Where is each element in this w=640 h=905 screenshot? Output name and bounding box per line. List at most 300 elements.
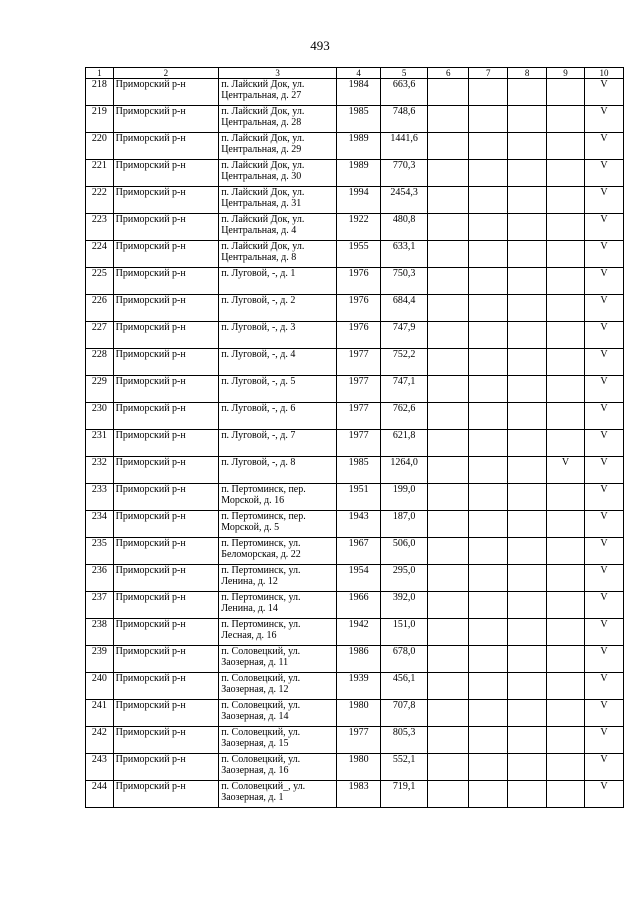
- column-number-row: [86, 68, 624, 79]
- column-6-cell: [428, 349, 469, 376]
- row-number: 218: [86, 79, 114, 106]
- area-cell: 392,0: [381, 592, 428, 619]
- column-9-cell: [547, 241, 585, 268]
- column-7-cell: [469, 646, 508, 673]
- table-row: [86, 700, 624, 727]
- district-cell: Приморский р-н: [113, 484, 219, 511]
- address-cell: п. Соловецкий, ул. Заозерная, д. 16: [219, 754, 337, 781]
- year-cell: 1985: [337, 106, 381, 133]
- table-row: [86, 538, 624, 565]
- column-10-cell: V: [585, 619, 624, 646]
- row-number: 228: [86, 349, 114, 376]
- address-cell: п. Луговой, -, д. 6: [219, 403, 337, 430]
- year-cell: 1985: [337, 457, 381, 484]
- column-10-cell: V: [585, 133, 624, 160]
- column-6-cell: [428, 457, 469, 484]
- column-7-cell: [469, 187, 508, 214]
- column-6-cell: [428, 727, 469, 754]
- district-cell: Приморский р-н: [113, 349, 219, 376]
- table-row: [86, 268, 624, 295]
- column-8-cell: [508, 511, 547, 538]
- column-6-cell: [428, 592, 469, 619]
- column-7-cell: [469, 160, 508, 187]
- row-number: 244: [86, 781, 114, 808]
- table-row: [86, 430, 624, 457]
- year-cell: 1983: [337, 781, 381, 808]
- year-cell: 1986: [337, 646, 381, 673]
- column-8-cell: [508, 538, 547, 565]
- column-9-cell: [547, 727, 585, 754]
- column-6-cell: [428, 79, 469, 106]
- address-cell: п. Соловецкий, ул. Заозерная, д. 14: [219, 700, 337, 727]
- column-7-cell: [469, 349, 508, 376]
- column-9-cell: [547, 619, 585, 646]
- year-cell: 1984: [337, 79, 381, 106]
- address-cell: п. Пертоминск, пер. Морской, д. 5: [219, 511, 337, 538]
- column-9-cell: [547, 511, 585, 538]
- column-10-cell: V: [585, 376, 624, 403]
- area-cell: 684,4: [381, 295, 428, 322]
- column-9-cell: [547, 700, 585, 727]
- column-7-cell: [469, 592, 508, 619]
- column-7-cell: [469, 565, 508, 592]
- table-row: [86, 754, 624, 781]
- district-cell: Приморский р-н: [113, 673, 219, 700]
- year-cell: 1977: [337, 376, 381, 403]
- column-6-cell: [428, 646, 469, 673]
- column-9-cell: [547, 565, 585, 592]
- column-9-cell: [547, 349, 585, 376]
- year-cell: 1966: [337, 592, 381, 619]
- column-10-cell: V: [585, 322, 624, 349]
- column-10-cell: V: [585, 241, 624, 268]
- year-cell: 1942: [337, 619, 381, 646]
- column-7-cell: [469, 268, 508, 295]
- column-8-cell: [508, 349, 547, 376]
- year-cell: 1989: [337, 133, 381, 160]
- column-8-cell: [508, 295, 547, 322]
- year-cell: 1976: [337, 268, 381, 295]
- table-row: [86, 106, 624, 133]
- district-cell: Приморский р-н: [113, 79, 219, 106]
- column-10-cell: V: [585, 430, 624, 457]
- table-row: [86, 781, 624, 808]
- area-cell: 633,1: [381, 241, 428, 268]
- column-8-cell: [508, 241, 547, 268]
- district-cell: Приморский р-н: [113, 700, 219, 727]
- area-cell: 506,0: [381, 538, 428, 565]
- column-9-cell: [547, 214, 585, 241]
- row-number: 238: [86, 619, 114, 646]
- column-6-cell: [428, 106, 469, 133]
- address-cell: п. Луговой, -, д. 1: [219, 268, 337, 295]
- column-7-cell: [469, 322, 508, 349]
- address-cell: п. Луговой, -, д. 5: [219, 376, 337, 403]
- column-9-cell: [547, 538, 585, 565]
- column-header-8: 8: [508, 68, 547, 79]
- column-7-cell: [469, 781, 508, 808]
- column-10-cell: V: [585, 754, 624, 781]
- column-7-cell: [469, 295, 508, 322]
- column-9-cell: [547, 781, 585, 808]
- column-10-cell: V: [585, 295, 624, 322]
- area-cell: 747,9: [381, 322, 428, 349]
- table-row: [86, 187, 624, 214]
- column-7-cell: [469, 133, 508, 160]
- column-10-cell: V: [585, 214, 624, 241]
- column-10-cell: V: [585, 79, 624, 106]
- column-8-cell: [508, 106, 547, 133]
- table-body: [86, 79, 624, 808]
- row-number: 243: [86, 754, 114, 781]
- column-8-cell: [508, 268, 547, 295]
- address-cell: п. Луговой, -, д. 7: [219, 430, 337, 457]
- year-cell: 1980: [337, 754, 381, 781]
- district-cell: Приморский р-н: [113, 646, 219, 673]
- address-cell: п. Пертоминск, пер. Морской, д. 16: [219, 484, 337, 511]
- column-6-cell: [428, 403, 469, 430]
- row-number: 241: [86, 700, 114, 727]
- column-8-cell: [508, 79, 547, 106]
- column-7-cell: [469, 673, 508, 700]
- column-7-cell: [469, 241, 508, 268]
- column-6-cell: [428, 376, 469, 403]
- row-number: 232: [86, 457, 114, 484]
- row-number: 237: [86, 592, 114, 619]
- column-6-cell: [428, 322, 469, 349]
- address-cell: п. Соловецкий, ул. Заозерная, д. 11: [219, 646, 337, 673]
- column-10-cell: V: [585, 781, 624, 808]
- column-7-cell: [469, 727, 508, 754]
- address-cell: п. Лайский Док, ул. Центральная, д. 8: [219, 241, 337, 268]
- column-10-cell: V: [585, 403, 624, 430]
- area-cell: 748,6: [381, 106, 428, 133]
- column-8-cell: [508, 700, 547, 727]
- column-6-cell: [428, 565, 469, 592]
- column-header-10: 10: [585, 68, 624, 79]
- column-10-cell: V: [585, 457, 624, 484]
- column-8-cell: [508, 484, 547, 511]
- area-cell: 621,8: [381, 430, 428, 457]
- address-cell: п. Луговой, -, д. 8: [219, 457, 337, 484]
- column-10-cell: V: [585, 538, 624, 565]
- address-cell: п. Луговой, -, д. 2: [219, 295, 337, 322]
- area-cell: 707,8: [381, 700, 428, 727]
- district-cell: Приморский р-н: [113, 268, 219, 295]
- column-8-cell: [508, 376, 547, 403]
- district-cell: Приморский р-н: [113, 133, 219, 160]
- address-cell: п. Пертоминск, ул. Ленина, д. 14: [219, 592, 337, 619]
- address-cell: п. Луговой, -, д. 3: [219, 322, 337, 349]
- column-7-cell: [469, 484, 508, 511]
- district-cell: Приморский р-н: [113, 430, 219, 457]
- area-cell: 752,2: [381, 349, 428, 376]
- district-cell: Приморский р-н: [113, 241, 219, 268]
- column-9-cell: [547, 403, 585, 430]
- column-header-5: 5: [381, 68, 428, 79]
- area-cell: 480,8: [381, 214, 428, 241]
- column-7-cell: [469, 376, 508, 403]
- area-cell: 295,0: [381, 565, 428, 592]
- row-number: 221: [86, 160, 114, 187]
- address-cell: п. Лайский Док, ул. Центральная, д. 4: [219, 214, 337, 241]
- housing-register-table: [85, 67, 624, 808]
- row-number: 219: [86, 106, 114, 133]
- column-7-cell: [469, 511, 508, 538]
- table-row: [86, 376, 624, 403]
- column-9-cell: [547, 160, 585, 187]
- column-8-cell: [508, 403, 547, 430]
- district-cell: Приморский р-н: [113, 403, 219, 430]
- column-8-cell: [508, 781, 547, 808]
- row-number: 240: [86, 673, 114, 700]
- district-cell: Приморский р-н: [113, 376, 219, 403]
- table-row: [86, 241, 624, 268]
- district-cell: Приморский р-н: [113, 565, 219, 592]
- area-cell: 750,3: [381, 268, 428, 295]
- column-6-cell: [428, 160, 469, 187]
- year-cell: 1989: [337, 160, 381, 187]
- column-9-cell: [547, 79, 585, 106]
- column-header-6: 6: [428, 68, 469, 79]
- column-8-cell: [508, 727, 547, 754]
- column-6-cell: [428, 538, 469, 565]
- column-6-cell: [428, 700, 469, 727]
- column-7-cell: [469, 457, 508, 484]
- table-row: [86, 457, 624, 484]
- row-number: 222: [86, 187, 114, 214]
- address-cell: п. Соловецкий_, ул. Заозерная, д. 1: [219, 781, 337, 808]
- column-9-cell: [547, 106, 585, 133]
- column-9-cell: [547, 754, 585, 781]
- year-cell: 1977: [337, 727, 381, 754]
- district-cell: Приморский р-н: [113, 592, 219, 619]
- district-cell: Приморский р-н: [113, 457, 219, 484]
- column-10-cell: V: [585, 673, 624, 700]
- column-10-cell: V: [585, 727, 624, 754]
- area-cell: 151,0: [381, 619, 428, 646]
- year-cell: 1939: [337, 673, 381, 700]
- column-8-cell: [508, 214, 547, 241]
- district-cell: Приморский р-н: [113, 754, 219, 781]
- column-9-cell: [547, 376, 585, 403]
- column-7-cell: [469, 79, 508, 106]
- column-9-cell: V: [547, 457, 585, 484]
- column-header-9: 9: [547, 68, 585, 79]
- district-cell: Приморский р-н: [113, 160, 219, 187]
- column-9-cell: [547, 592, 585, 619]
- area-cell: 456,1: [381, 673, 428, 700]
- column-7-cell: [469, 214, 508, 241]
- column-6-cell: [428, 214, 469, 241]
- column-10-cell: V: [585, 565, 624, 592]
- district-cell: Приморский р-н: [113, 538, 219, 565]
- area-cell: 747,1: [381, 376, 428, 403]
- row-number: 239: [86, 646, 114, 673]
- area-cell: 678,0: [381, 646, 428, 673]
- row-number: 234: [86, 511, 114, 538]
- row-number: 242: [86, 727, 114, 754]
- district-cell: Приморский р-н: [113, 322, 219, 349]
- address-cell: п. Лайский Док, ул. Центральная, д. 27: [219, 79, 337, 106]
- year-cell: 1943: [337, 511, 381, 538]
- district-cell: Приморский р-н: [113, 214, 219, 241]
- column-8-cell: [508, 430, 547, 457]
- column-8-cell: [508, 133, 547, 160]
- column-6-cell: [428, 754, 469, 781]
- column-10-cell: V: [585, 592, 624, 619]
- table-row: [86, 619, 624, 646]
- area-cell: 719,1: [381, 781, 428, 808]
- row-number: 230: [86, 403, 114, 430]
- table-row: [86, 79, 624, 106]
- table-row: [86, 646, 624, 673]
- column-8-cell: [508, 457, 547, 484]
- column-9-cell: [547, 187, 585, 214]
- table-row: [86, 511, 624, 538]
- row-number: 220: [86, 133, 114, 160]
- year-cell: 1922: [337, 214, 381, 241]
- column-10-cell: V: [585, 484, 624, 511]
- column-8-cell: [508, 619, 547, 646]
- address-cell: п. Лайский Док, ул. Центральная, д. 30: [219, 160, 337, 187]
- area-cell: 552,1: [381, 754, 428, 781]
- table-row: [86, 484, 624, 511]
- column-8-cell: [508, 754, 547, 781]
- column-6-cell: [428, 133, 469, 160]
- year-cell: 1976: [337, 322, 381, 349]
- column-8-cell: [508, 592, 547, 619]
- year-cell: 1977: [337, 430, 381, 457]
- year-cell: 1955: [337, 241, 381, 268]
- table-row: [86, 592, 624, 619]
- year-cell: 1951: [337, 484, 381, 511]
- row-number: 226: [86, 295, 114, 322]
- row-number: 229: [86, 376, 114, 403]
- column-8-cell: [508, 160, 547, 187]
- column-7-cell: [469, 754, 508, 781]
- area-cell: 1441,6: [381, 133, 428, 160]
- district-cell: Приморский р-н: [113, 619, 219, 646]
- table-row: [86, 727, 624, 754]
- column-8-cell: [508, 565, 547, 592]
- page-number: 493: [310, 38, 330, 53]
- column-9-cell: [547, 484, 585, 511]
- column-6-cell: [428, 781, 469, 808]
- column-9-cell: [547, 673, 585, 700]
- year-cell: 1977: [337, 349, 381, 376]
- address-cell: п. Пертоминск, ул. Ленина, д. 12: [219, 565, 337, 592]
- table-row: [86, 565, 624, 592]
- area-cell: 770,3: [381, 160, 428, 187]
- row-number: 236: [86, 565, 114, 592]
- district-cell: Приморский р-н: [113, 106, 219, 133]
- column-7-cell: [469, 700, 508, 727]
- column-7-cell: [469, 430, 508, 457]
- column-8-cell: [508, 187, 547, 214]
- column-9-cell: [547, 646, 585, 673]
- row-number: 224: [86, 241, 114, 268]
- column-9-cell: [547, 133, 585, 160]
- address-cell: п. Лайский Док, ул. Центральная, д. 31: [219, 187, 337, 214]
- address-cell: п. Пертоминск, ул. Беломорская, д. 22: [219, 538, 337, 565]
- column-9-cell: [547, 322, 585, 349]
- column-header-4: 4: [337, 68, 381, 79]
- year-cell: 1994: [337, 187, 381, 214]
- column-10-cell: V: [585, 646, 624, 673]
- column-header-1: 1: [86, 68, 114, 79]
- column-10-cell: V: [585, 160, 624, 187]
- column-6-cell: [428, 619, 469, 646]
- district-cell: Приморский р-н: [113, 781, 219, 808]
- table-row: [86, 160, 624, 187]
- column-7-cell: [469, 106, 508, 133]
- area-cell: 2454,3: [381, 187, 428, 214]
- area-cell: 199,0: [381, 484, 428, 511]
- year-cell: 1977: [337, 403, 381, 430]
- column-7-cell: [469, 619, 508, 646]
- area-cell: 187,0: [381, 511, 428, 538]
- row-number: 225: [86, 268, 114, 295]
- table-row: [86, 295, 624, 322]
- column-6-cell: [428, 187, 469, 214]
- address-cell: п. Луговой, -, д. 4: [219, 349, 337, 376]
- column-8-cell: [508, 646, 547, 673]
- district-cell: Приморский р-н: [113, 727, 219, 754]
- column-9-cell: [547, 295, 585, 322]
- column-10-cell: V: [585, 268, 624, 295]
- column-10-cell: V: [585, 700, 624, 727]
- area-cell: 805,3: [381, 727, 428, 754]
- column-8-cell: [508, 673, 547, 700]
- row-number: 235: [86, 538, 114, 565]
- table-row: [86, 403, 624, 430]
- column-header-2: 2: [113, 68, 219, 79]
- column-8-cell: [508, 322, 547, 349]
- column-header-3: 3: [219, 68, 337, 79]
- column-7-cell: [469, 538, 508, 565]
- area-cell: 663,6: [381, 79, 428, 106]
- column-7-cell: [469, 403, 508, 430]
- column-9-cell: [547, 268, 585, 295]
- column-9-cell: [547, 430, 585, 457]
- address-cell: п. Соловецкий, ул. Заозерная, д. 15: [219, 727, 337, 754]
- column-10-cell: V: [585, 106, 624, 133]
- row-number: 223: [86, 214, 114, 241]
- column-6-cell: [428, 295, 469, 322]
- district-cell: Приморский р-н: [113, 511, 219, 538]
- table-row: [86, 349, 624, 376]
- column-6-cell: [428, 241, 469, 268]
- area-cell: 762,6: [381, 403, 428, 430]
- table-row: [86, 214, 624, 241]
- table-row: [86, 322, 624, 349]
- column-6-cell: [428, 268, 469, 295]
- district-cell: Приморский р-н: [113, 295, 219, 322]
- column-10-cell: V: [585, 187, 624, 214]
- row-number: 227: [86, 322, 114, 349]
- year-cell: 1967: [337, 538, 381, 565]
- area-cell: 1264,0: [381, 457, 428, 484]
- address-cell: п. Соловецкий, ул. Заозерная, д. 12: [219, 673, 337, 700]
- address-cell: п. Лайский Док, ул. Центральная, д. 28: [219, 106, 337, 133]
- address-cell: п. Пертоминск, ул. Лесная, д. 16: [219, 619, 337, 646]
- column-6-cell: [428, 673, 469, 700]
- column-6-cell: [428, 484, 469, 511]
- year-cell: 1980: [337, 700, 381, 727]
- column-6-cell: [428, 511, 469, 538]
- year-cell: 1976: [337, 295, 381, 322]
